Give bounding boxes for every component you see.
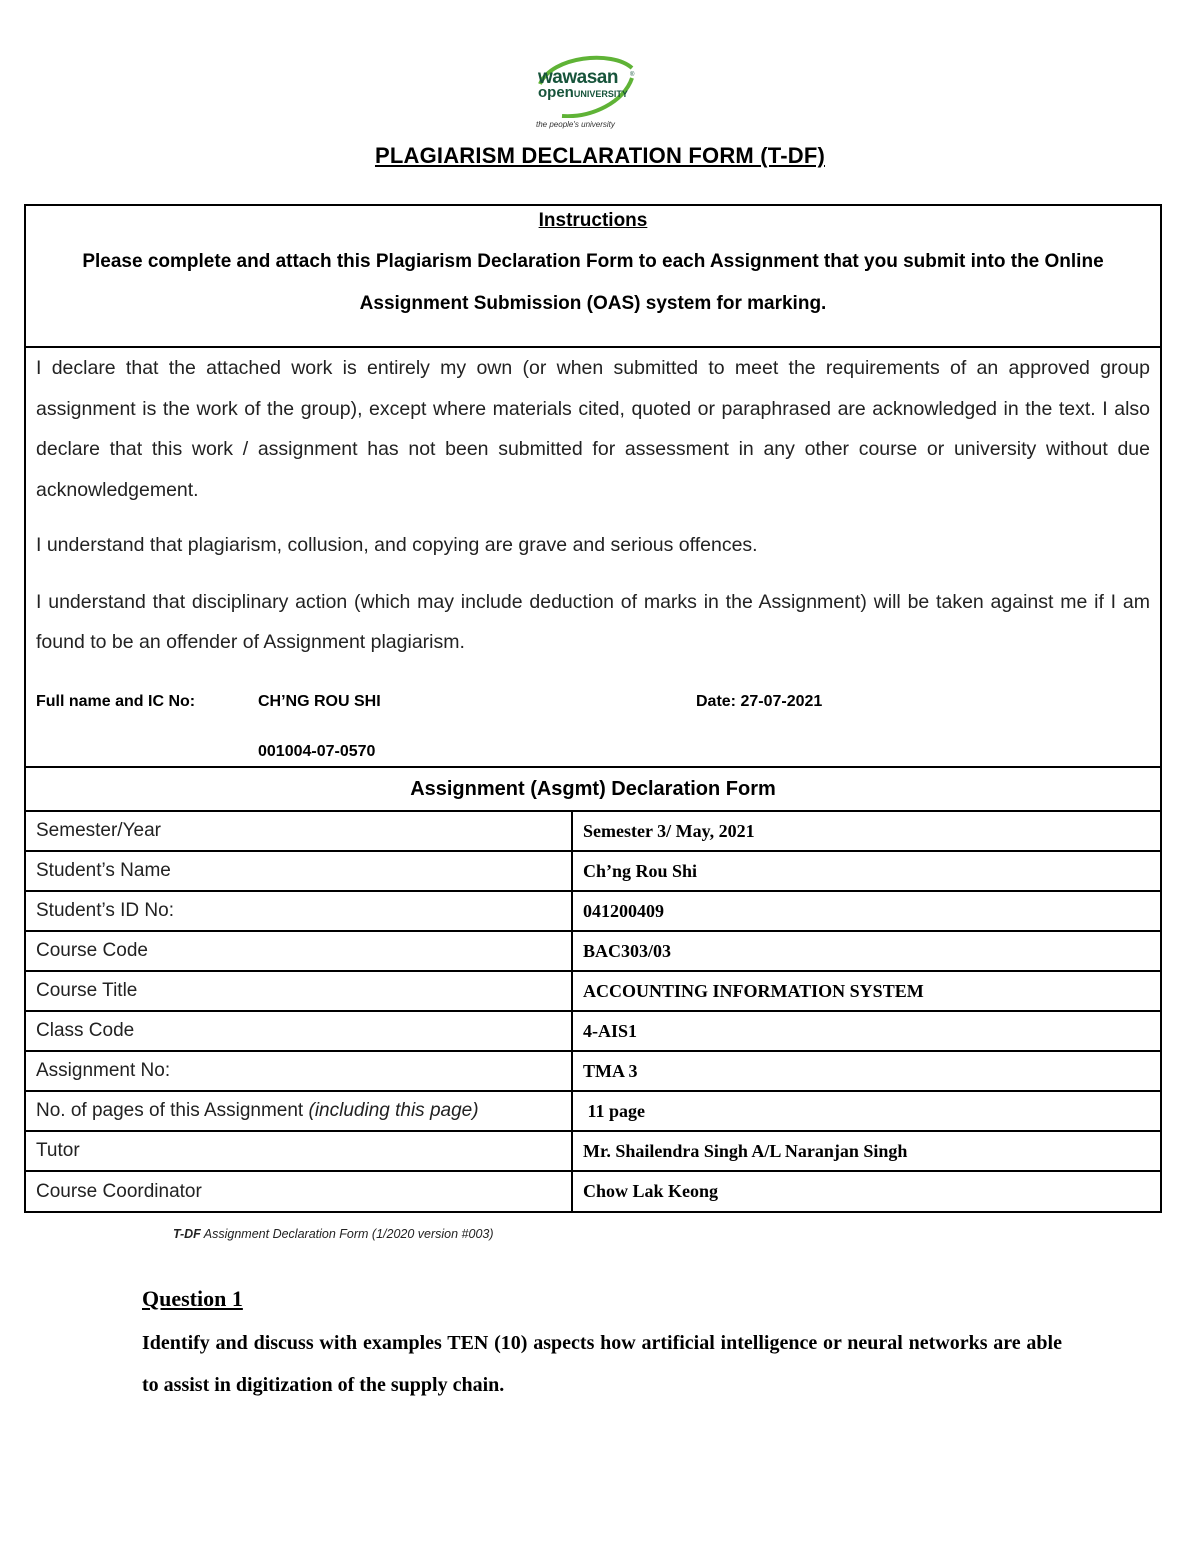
table-row (26, 971, 1160, 1011)
full-name-label: Full name and IC No: (36, 692, 196, 710)
declaration-section (26, 348, 1160, 766)
university-logo (530, 54, 644, 134)
instructions-text: Please complete and attach this Plagiarism Declaration Form to each Assignment that you submit into the Online Assignment Submission (OAS) system for marking. (82, 251, 1104, 314)
row-value: TMA 3 (572, 1051, 1160, 1091)
form-version-caption (173, 1227, 494, 1241)
row-value: Mr. Shailendra Singh A/L Naranjan Singh (572, 1131, 1160, 1171)
row-label: Assignment No: (26, 1051, 572, 1091)
signature-block (36, 663, 1150, 783)
table-row (26, 891, 1160, 931)
declaration-paragraph-1: I declare that the attached work is entirely my own (or when submitted to meet the requirements of an approved group assignment is the work of the group), except where materials cited, quoted or paraphrased are acknowledged in the text. I also declare that this work / assignment has not been submitted for assessment in any other course or university without due acknowledgement. (36, 357, 1150, 501)
instructions-section (26, 206, 1160, 348)
declaration-box (24, 204, 1162, 1213)
declaration-paragraph-3: I understand that disciplinary action (which may include deduction of marks in the Assignment) will be taken against me if I am found to be an offender of Assignment plagiarism. (36, 590, 1150, 653)
logo-wordmark: wawasan (538, 67, 618, 88)
row-label-text: No. of pages of this Assignment (36, 1100, 309, 1121)
table-row (26, 811, 1160, 851)
table-row (26, 931, 1160, 971)
row-label: Student’s Name (26, 851, 572, 891)
logo-tagline: the people's university (536, 120, 615, 129)
assignment-declaration-table (26, 766, 1160, 1211)
declaration-date: Date: 27-07-2021 (696, 692, 823, 710)
table-row (26, 1131, 1160, 1171)
ic-number-value: 001004-07-0570 (258, 742, 376, 760)
row-value: ACCOUNTING INFORMATION SYSTEM (572, 971, 1160, 1011)
row-value: 041200409 (572, 891, 1160, 931)
row-label: Semester/Year (26, 811, 572, 851)
question-text: Identify and discuss with examples TEN (10) aspects how artificial intelligence or neural networks are able to assist in digitization of the supply chain. (142, 1332, 1062, 1396)
row-label: Class Code (26, 1011, 572, 1051)
table-row (26, 1091, 1160, 1131)
row-value: BAC303/03 (572, 931, 1160, 971)
row-value: Chow Lak Keong (572, 1171, 1160, 1211)
row-value: Semester 3/ May, 2021 (572, 811, 1160, 851)
row-label: Course Code (26, 931, 572, 971)
caption-text: Assignment Declaration Form (1/2020 version #003) (200, 1227, 494, 1241)
logo-trademark: ® (630, 72, 635, 78)
table-row (26, 1171, 1160, 1211)
table-row (26, 851, 1160, 891)
row-value: 11 page (572, 1091, 1160, 1131)
table-row (26, 1051, 1160, 1091)
logo-open: open (538, 84, 574, 101)
row-label (26, 1091, 572, 1131)
row-label: Course Title (26, 971, 572, 1011)
page-title: PLAGIARISM DECLARATION FORM (T-DF) (374, 143, 825, 168)
logo-subwordmark (538, 85, 628, 100)
logo-university: UNIVERSITY (573, 89, 628, 99)
row-label-italic: (including this page) (308, 1100, 479, 1121)
declaration-paragraph-2: I understand that plagiarism, collusion, and copying are grave and serious offences. (36, 534, 758, 556)
row-value: Ch’ng Rou Shi (572, 851, 1160, 891)
row-label: Student’s ID No: (26, 891, 572, 931)
caption-code: T-DF (173, 1227, 201, 1241)
table-row (26, 1011, 1160, 1051)
row-label: Tutor (26, 1131, 572, 1171)
row-label: Course Coordinator (26, 1171, 572, 1211)
instructions-heading: Instructions (538, 210, 648, 231)
full-name-value: CH’NG ROU SHI (258, 692, 381, 710)
question-title: Question 1 (142, 1286, 243, 1311)
assignment-form-heading: Assignment (Asgmt) Declaration Form (26, 767, 1160, 811)
row-value: 4-AIS1 (572, 1011, 1160, 1051)
